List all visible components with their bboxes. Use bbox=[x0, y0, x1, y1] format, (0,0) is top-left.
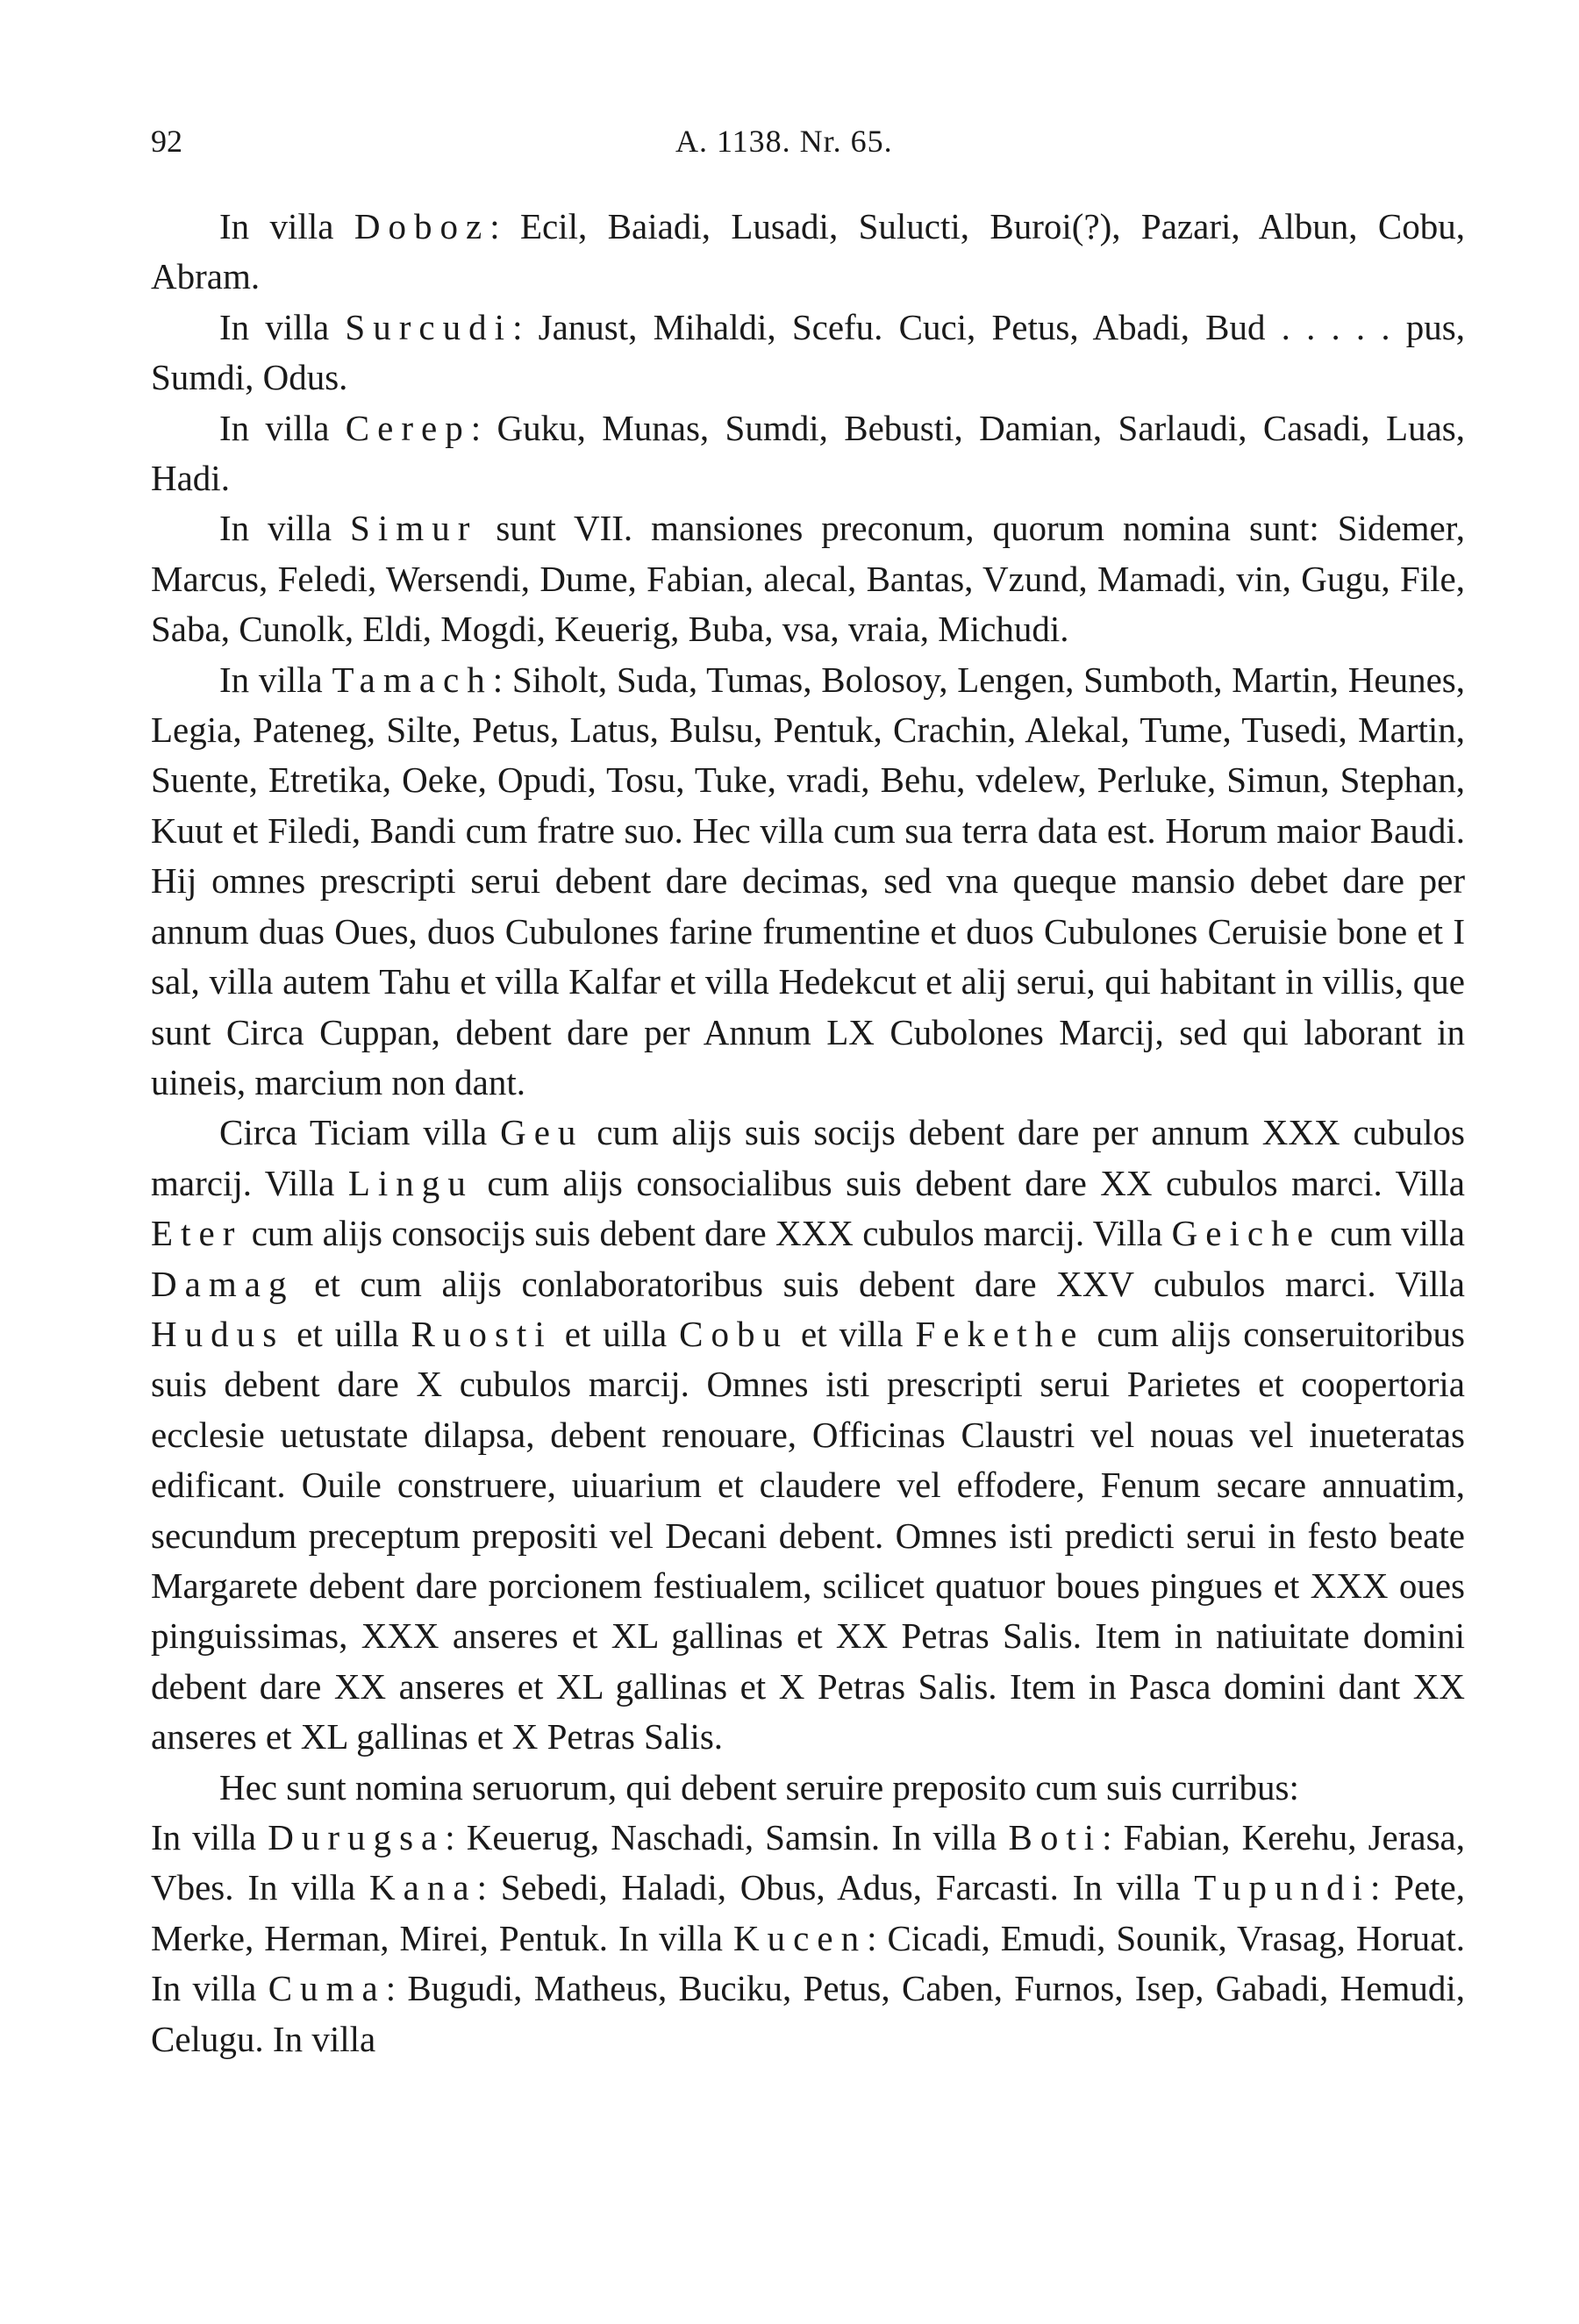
place-name: Ruosti bbox=[411, 1313, 553, 1354]
text-segment: In villa bbox=[151, 1817, 268, 1857]
place-name: Tamach bbox=[332, 659, 493, 700]
place-name: Lingu bbox=[347, 1162, 474, 1203]
text-segment: sunt VII. mansiones preconum, quorum nomina sunt: Sidemer, Marcus, Feledi, Wersendi, Dume, Fabian, alecal, Bantas, Vzund, Mamadi, vin, Gugu, File, Saba, Cunolk, Eldi, Mogdi, Keuerig, Buba, vsa, vraia, Michudi. bbox=[151, 508, 1465, 650]
paragraph-doboz bbox=[151, 202, 1465, 303]
place-name: Fekethe bbox=[915, 1313, 1085, 1354]
text-segment: cum alijs conseruitoribus suis debent dare X cubulos marcij. Omnes isti prescripti serui Parietes et coopertoria ecclesie uetustate dilapsa, debent renouare, Officinas Claustri vel nouas vel inueteratas edificant. Ouile construere, uiuarium et claudere vel effodere, Fenum secare annuatim, secundum preceptum prepositi vel Decani debent. Omnes isti predicti serui in festo beate Margarete debent dare porcionem festiualem, scilicet quatuor boues pingues et XXX oues pinguissimas, XXX anseres et XL gallinas et XX Petras Salis. Item in natiuitate domini debent dare XX anseres et XL gallinas et X Petras Salis. Item in Pasca domini dant XX anseres et XL gallinas et X Petras Salis. bbox=[151, 1313, 1465, 1757]
text-segment: : Fabian, Kerehu, Jerasa, Vbes. In villa bbox=[151, 1817, 1465, 1908]
place-name: Tupundi bbox=[1194, 1867, 1370, 1908]
place-name: Surcudi bbox=[345, 306, 513, 347]
place-name: Kana bbox=[368, 1867, 477, 1908]
text-segment: : Siholt, Suda, Tumas, Bolosoy, Lengen, Sumboth, Martin, Heunes, Legia, Pateneg, Silte, Petus, Latus, Bulsu, Pentuk, Crachin, Alekal, Tume, Tusedi, Martin, Suente, Etretika, Oeke, Opudi, Tosu, Tuke, vradi, Behu, vdelew, Perluke, Simun, Stephan, Kuut et Filedi, Bandi cum fratre suo. Hec villa cum sua terra data est. Horum maior Baudi. Hij omnes prescripti serui debent dare decimas, sed vna queque mansio debet dare per annum duas Oues, duos Cubulones farine frumentine et duos Cubulones Ceruisie bone et I sal, villa autem Tahu et villa Kalfar et villa Hedekcut et alij serui, qui habitant in villis, que sunt Circa Cuppan, debent dare per Annum LX Cubolones Marcij, sed qui laborant in uineis, marcium non dant. bbox=[151, 659, 1465, 1102]
text-segment: In villa bbox=[219, 659, 332, 700]
text-segment: : Guku, Munas, Sumdi, Bebusti, Damian, Sarlaudi, Casadi, Luas, Hadi. bbox=[151, 407, 1465, 499]
place-name: Geu bbox=[500, 1112, 584, 1153]
text-segment: : Ecil, Baiadi, Lusadi, Sulucti, Buroi(?), Pazari, Albun, Cobu, Abram. bbox=[151, 206, 1465, 297]
text-segment: In villa bbox=[219, 508, 351, 549]
place-name: Geiche bbox=[1171, 1213, 1321, 1254]
place-name: Boti bbox=[1008, 1817, 1103, 1857]
text-segment: et cum alijs conlaboratoribus suis debent dare XXV cubulos marci. Villa bbox=[294, 1263, 1465, 1304]
text-segment: : Sebedi, Haladi, Obus, Adus, Farcasti. In villa bbox=[476, 1867, 1195, 1908]
paragraph-simur bbox=[151, 503, 1465, 654]
place-name: Cerep bbox=[345, 407, 471, 448]
text-segment: et uilla bbox=[284, 1313, 411, 1354]
text-segment: Circa Ticiam villa bbox=[219, 1112, 501, 1153]
place-name: Hudus bbox=[151, 1313, 285, 1354]
text-segment: cum alijs consocijs suis debent dare XXX cubulos marcij. Villa bbox=[242, 1213, 1172, 1254]
text-segment: et uilla bbox=[552, 1313, 680, 1354]
text-segment: : Pete, Merke, Herman, Mirei, Pentuk. In villa bbox=[151, 1867, 1465, 1958]
place-name: Cuma bbox=[268, 1968, 386, 2009]
text-segment: cum villa bbox=[1320, 1213, 1465, 1254]
page-header bbox=[151, 123, 1467, 175]
place-name: Durugsa bbox=[268, 1817, 446, 1857]
place-name: Eter bbox=[151, 1213, 243, 1254]
text-segment: cum alijs consocialibus suis debent dare XX cubulos marci. Villa bbox=[473, 1162, 1465, 1203]
text-segment: : Cicadi, Emudi, Sounik, Vrasag, Horuat. In villa bbox=[151, 1917, 1465, 2009]
text-body bbox=[151, 202, 1465, 2064]
paragraph-durugsa bbox=[151, 1813, 1465, 2064]
text-segment: Hec sunt nomina seruorum, qui debent seruire preposito cum suis curribus: bbox=[219, 1766, 1299, 1807]
page-number: 92 bbox=[151, 124, 182, 159]
text-segment: : Keuerug, Naschadi, Samsin. In villa bbox=[445, 1817, 1009, 1857]
paragraph-tamach bbox=[151, 655, 1465, 1109]
text-segment: et villa bbox=[789, 1313, 916, 1354]
place-name: Kucen bbox=[733, 1917, 868, 1958]
paragraph-circa bbox=[151, 1108, 1465, 1762]
running-head: A. 1138. Nr. 65. bbox=[675, 124, 893, 159]
text-segment: In villa bbox=[219, 407, 346, 448]
paragraph-cerep bbox=[151, 403, 1465, 504]
place-name: Damag bbox=[151, 1263, 295, 1304]
place-name: Cobu bbox=[679, 1313, 790, 1354]
text-segment: : Bugudi, Matheus, Buciku, Petus, Caben, Furnos, Isep, Gabadi, Hemudi, Celugu. In villa bbox=[151, 1968, 1465, 2059]
place-name: Doboz bbox=[354, 206, 490, 246]
text-segment: In villa bbox=[219, 206, 354, 246]
text-segment: : Janust, Mihaldi, Scefu. Cuci, Petus, Abadi, Bud . . . . . pus, Sumdi, Odus. bbox=[151, 306, 1465, 398]
text-segment: cum alijs suis socijs debent dare per annum XXX cubulos marcij. Villa bbox=[151, 1112, 1465, 1203]
paragraph-hec-sunt bbox=[151, 1763, 1465, 1813]
paragraph-surcudi bbox=[151, 303, 1465, 403]
place-name: Simur bbox=[350, 508, 478, 549]
text-segment: In villa bbox=[219, 306, 346, 347]
